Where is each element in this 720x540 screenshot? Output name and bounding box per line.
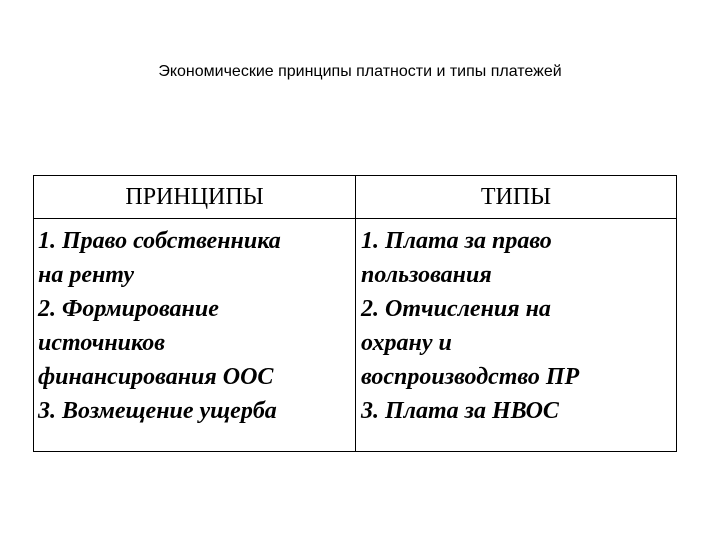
principle-item-1	[38, 224, 354, 292]
principle-item-3	[38, 394, 354, 428]
principle-item-2	[38, 292, 354, 394]
header-types: ТИПЫ	[480, 184, 552, 210]
principles-types-table	[33, 175, 677, 452]
principle-1-line-2: на ренту	[38, 262, 135, 288]
column-divider	[355, 176, 356, 451]
types-cell	[361, 224, 675, 428]
type-3-line-1: 3. Плата за НВОС	[361, 398, 559, 424]
type-item-2	[361, 292, 675, 394]
type-1-line-2: пользования	[361, 262, 492, 288]
principles-cell	[38, 224, 354, 428]
principle-2-line-2: источников	[38, 330, 165, 356]
type-2-line-3: воспроизводство ПР	[361, 364, 580, 390]
principle-1-line-1: 1. Право собственника	[38, 228, 281, 254]
principle-3-line-1: 3. Возмещение ущерба	[38, 398, 277, 424]
type-2-line-1: 2. Отчисления на	[361, 296, 551, 322]
type-1-line-1: 1. Плата за право	[361, 228, 552, 254]
type-2-line-2: охрану и	[361, 330, 452, 356]
principle-2-line-1: 2. Формирование	[38, 296, 219, 322]
header-principles: ПРИНЦИПЫ	[125, 184, 264, 210]
type-item-3	[361, 394, 675, 428]
principle-2-line-3: финансирования ООС	[38, 364, 274, 390]
type-item-1	[361, 224, 675, 292]
slide-title: Экономические принципы платности и типы платежей	[158, 63, 562, 80]
